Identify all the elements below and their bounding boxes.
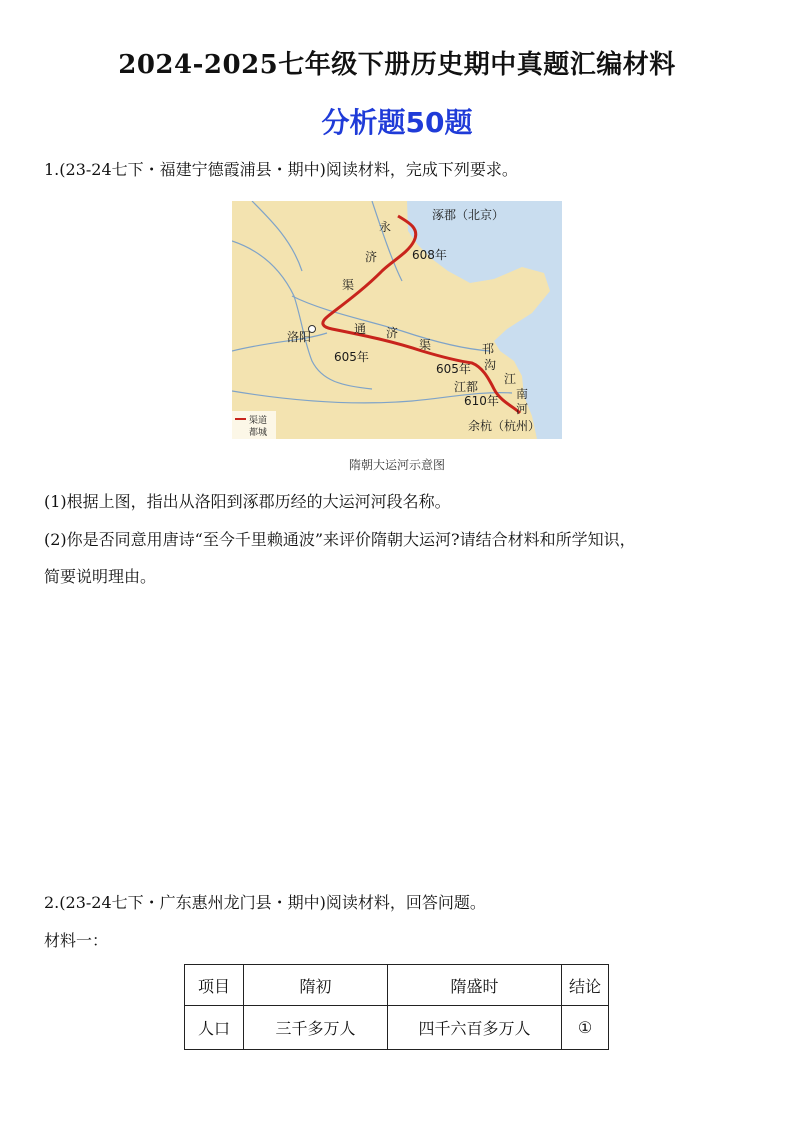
table-cell: 三千多万人 [244,1006,388,1050]
label-yong: 永 [379,220,392,234]
label-jiang: 江 [504,372,517,386]
label-year-608: 608年 [412,248,447,262]
label-yuhang: 余杭（杭州） [468,419,541,433]
label-zhuojun: 涿郡（北京） [432,208,505,222]
table-cell: 四千六百多万人 [388,1006,562,1050]
table-header-cell: 项目 [185,965,244,1006]
document-subtitle: 分析题50题 [321,106,473,139]
label-nan: 南 [516,387,529,401]
question-1-part-2: (2)你是否同意用唐诗“至今千里赖通波”来评价隋朝大运河?请结合材料和所学知识， [44,530,636,549]
label-year-605-a: 605年 [334,350,369,364]
table-cell: 人口 [185,1006,244,1050]
table-header-cell: 隋盛时 [388,965,562,1006]
population-table [184,964,609,1050]
table-cell: ① [562,1006,609,1050]
label-he: 河 [516,402,529,416]
legend-city-text: 都城 [249,428,268,438]
question-2-stem: 2.(23-24七下・广东惠州龙门县・期中)阅读材料，回答问题。 [44,893,486,912]
question-1-stem: 1.(23-24七下・福建宁德霞浦县・期中)阅读材料，完成下列要求。 [44,160,518,179]
map-figure [232,201,562,439]
question-1-part-1: (1)根据上图，指出从洛阳到涿郡历经的大运河河段名称。 [44,492,451,511]
sui-grand-canal-map [232,201,562,439]
label-tong: 通 [354,322,367,336]
label-ji-1: 济 [365,250,378,264]
label-qu-2: 渠 [419,338,432,352]
label-qu-1: 渠 [342,278,355,292]
legend-canal-text: 渠道 [249,416,268,426]
label-jiangdu: 江都 [454,380,479,394]
label-year-610: 610年 [464,394,499,408]
table-header-cell: 隋初 [244,965,388,1006]
label-year-605-b: 605年 [436,362,471,376]
table-header-row [185,965,609,1006]
map-caption: 隋朝大运河示意图 [348,458,445,472]
table-header-cell: 结论 [562,965,609,1006]
label-luoyang: 洛阳 [287,330,312,344]
label-ji-2: 济 [386,326,399,340]
table-row [185,1006,609,1050]
label-han: 邗 [482,342,495,356]
label-gou: 沟 [484,358,497,372]
question-2-material-1-label: 材料一： [44,931,109,950]
question-1-part-2-continued: 简要说明理由。 [44,567,157,586]
document-title: 2024-2025七年级下册历史期中真题汇编材料 [118,50,676,80]
